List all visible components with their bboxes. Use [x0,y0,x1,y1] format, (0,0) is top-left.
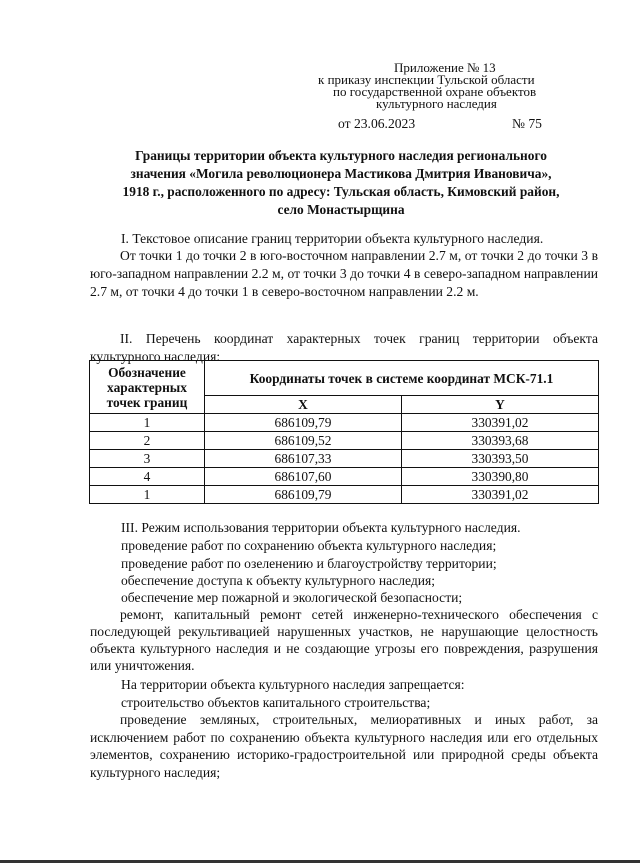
x-cell: 686109,79 [205,414,402,432]
order-date: от 23.06.2023 [338,116,416,131]
y-column-header: Y [402,396,599,414]
y-cell: 330390,80 [402,468,599,486]
y-cell: 330393,68 [402,432,599,450]
title-line-1: Границы территории объекта культурного наследия регионального [135,148,547,163]
repair-text: ремонт, капитальный ремонт сетей инженерно-технического обеспечения с последующей рекультивацией нарушенных участков, не нарушающие целостность объекта культурного наследия и не создающие угрозы его повреждения, разрушения или уничтожения. [90,607,598,673]
table-row [90,450,599,468]
point-cell: 4 [90,468,205,486]
table-row [90,468,599,486]
appendix-number: Приложение № 13 [394,60,496,75]
table-row [90,414,599,432]
order-number: № 75 [512,116,542,131]
allowed-item-2: проведение работ по озеленению и благоустройству территории; [121,556,497,571]
coordinates-table [89,360,599,504]
section1-text: От точки 1 до точки 2 в юго-восточном направлении 2.7 м, от точки 2 до точки 3 в юго-западном направлении 2.2 м, от точки 3 до точки 4 в северо-западном направлении 2.7 м, от точки 4 до точки 1 в северо-восточном направлении 2.2 м. [90,248,598,299]
document-title [86,147,596,219]
x-cell: 686109,52 [205,432,402,450]
allowed-item-4: обеспечение мер пожарной и экологической безопасности; [121,590,463,605]
allowed-item-3: обеспечение доступа к объекту культурного наследия; [121,573,436,588]
x-column-header: X [205,396,402,414]
x-cell: 686107,60 [205,468,402,486]
coords-system-header: Координаты точек в системе координат МСК-71.1 [205,361,599,396]
section2-heading: II. Перечень координат характерных точек границ территории объекта культурного наследия: [90,331,598,364]
title-line-2: значения «Могила революционера Мастикова Дмитрия Ивановича», [130,166,552,181]
title-line-4: село Монастырщина [277,202,405,217]
table-row [90,432,599,450]
y-cell: 330391,02 [402,414,599,432]
point-cell: 2 [90,432,205,450]
scan-edge-divider [0,860,640,863]
order-line-1: к приказу инспекции Тульской области [318,72,535,87]
prohibited-item-1: строительство объектов капитального строительства; [121,695,431,710]
prohibited-heading: На территории объекта культурного наследия запрещается: [121,677,465,692]
prohibited-item-2: проведение земляных, строительных, мелиоративных и иных работ, за исключением работ по сохранению объекта культурного наследия или его отдельных элементов, сохранению историко-градостроительной или природной среды объекта культурного наследия; [90,712,598,780]
point-cell: 3 [90,450,205,468]
order-line-2: по государственной охране объектов [333,84,537,99]
x-cell: 686107,33 [205,450,402,468]
order-line-3: культурного наследия [376,96,497,111]
point-cell: 1 [90,486,205,504]
section3-heading: III. Режим использования территории объекта культурного наследия. [121,520,521,535]
allowed-item-1: проведение работ по сохранению объекта культурного наследия; [121,538,497,553]
points-column-header: Обозначение характерных точек границ [90,361,205,414]
table-row [90,486,599,504]
title-line-3: 1918 г., расположенного по адресу: Тульская область, Кимовский район, [122,184,560,199]
x-cell: 686109,79 [205,486,402,504]
section1-heading: I. Текстовое описание границ территории объекта культурного наследия. [121,231,544,246]
y-cell: 330393,50 [402,450,599,468]
y-cell: 330391,02 [402,486,599,504]
point-cell: 1 [90,414,205,432]
